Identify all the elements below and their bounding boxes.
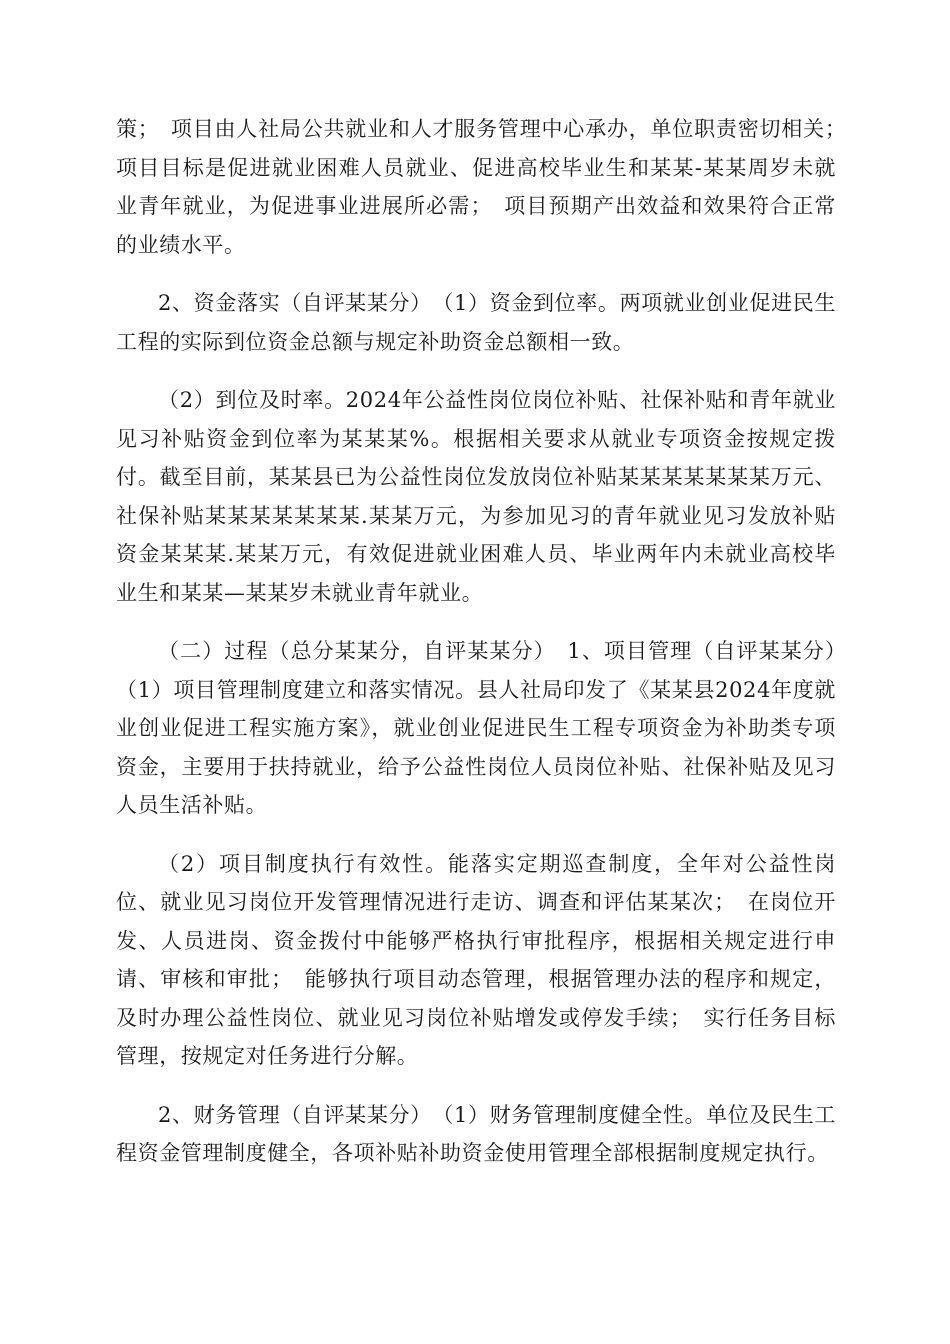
- paragraph-timeliness-rate: （2）到位及时率。2024年公益性岗位岗位补贴、社保补贴和青年就业见习补贴资金到位率为某某某%。根据相关要求从就业专项资金按规定拨付。截至目前，某某县已为公益性岗位发放岗位补贴某某某某某某某万元、社保补贴某某某某某某某.某某万元，为参加见习的青年就业见习发放补贴资金某某某.某某万元，有效促进就业困难人员、毕业两年内未就业高校毕业生和某某—某某岁未就业青年就业。: [116, 388, 836, 605]
- document-page: [116, 110, 858, 1193]
- paragraph-funding-rate: 2、资金落实（自评某某分） （1）资金到位率。两项就业创业促进民生工程的实际到位资金总额与规定补助资金总额相一致。: [116, 291, 836, 354]
- paragraph-process-management: （二）过程（总分某某分，自评某某分） 1、项目管理（自评某某分） （1）项目管理制度建立和落实情况。县人社局印发了《某某县2024年度就业创业促进工程实施方案》，就业创业促进民生工程专项资金为补助类专项资金，主要用于扶持就业，给予公益性岗位人员岗位补贴、社保补贴及见习人员生活补贴。: [116, 639, 858, 817]
- paragraph-financial-management: 2、财务管理（自评某某分） （1）财务管理制度健全性。单位及民生工程资金管理制度健全，各项补贴补助资金使用管理全部根据制度规定执行。: [116, 1102, 836, 1165]
- paragraph-system-execution: （2）项目制度执行有效性。能落实定期巡查制度，全年对公益性岗位、就业见习岗位开发管理情况进行走访、调查和评估某某次； 在岗位开发、人员进岗、资金拨付中能够严格执行审批程序，根据相关规定进行申请、审核和审批； 能够执行项目动态管理，根据管理办法的程序和规定，及时办理公益性岗位、就业见习岗位补贴增发或停发手续； 实行任务目标管理，按规定对任务进行分解。: [116, 851, 836, 1068]
- paragraph-continuation: 策； 项目由人社局公共就业和人才服务管理中心承办，单位职责密切相关； 项目目标是促进就业困难人员就业、促进高校毕业生和某某-某某周岁未就业青年就业，为促进事业进展所必需； 项目预期产出效益和效果符合正常的业绩水平。: [116, 117, 858, 257]
